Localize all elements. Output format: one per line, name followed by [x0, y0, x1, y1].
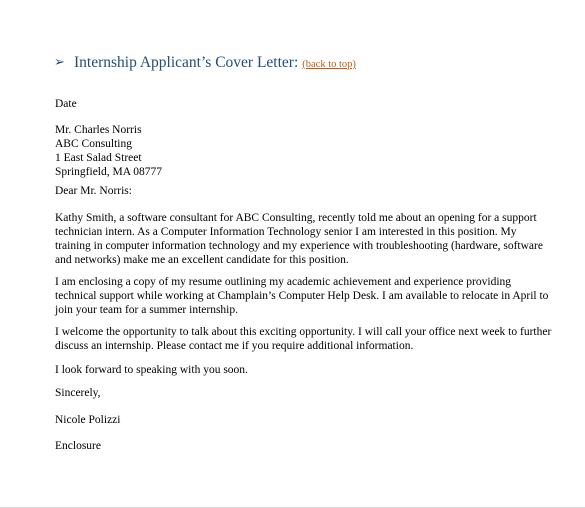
salutation-text: Dear Mr. Norris:: [55, 185, 132, 197]
paragraph-line: Kathy Smith, a software consultant for ABC Consulting, recently told me about an opening for a support: [55, 212, 537, 224]
paragraph-line: I welcome the opportunity to talk about this exciting opportunity. I will call your office next week to further: [55, 326, 552, 338]
enclosure: [55, 439, 101, 453]
recipient-city: Springfield, MA 08777: [55, 166, 163, 178]
closing-text: Sincerely,: [55, 387, 101, 399]
recipient-address: [55, 123, 162, 179]
paragraph-line: training in computer information technology and my experience with troubleshooting (hardware, software: [55, 240, 543, 252]
paragraph-line: join your team for a summer internship.: [55, 304, 239, 316]
paragraph-line: and networks) make me an excellent candidate for this position.: [55, 254, 349, 266]
signature-text: Nicole Polizzi: [55, 414, 121, 426]
paragraph-2: [55, 275, 548, 317]
arrow-right-icon: ➢: [54, 54, 65, 69]
recipient-name: Mr. Charles Norris: [55, 124, 142, 136]
recipient-company: ABC Consulting: [55, 138, 133, 150]
paragraph-1: [55, 211, 543, 267]
paragraph-line: discuss an internship. Please contact me if you require additional information.: [55, 340, 414, 352]
back-to-top-link[interactable]: (back to top): [302, 59, 356, 70]
paragraph-line: I look forward to speaking with you soon.: [55, 364, 248, 376]
date-text: Date: [55, 98, 77, 110]
paragraph-line: I am enclosing a copy of my resume outlining my academic achievement and experience providing: [55, 276, 512, 288]
enclosure-text: Enclosure: [55, 440, 101, 452]
paragraph-line: technical support while working at Champlain’s Computer Help Desk. I am available to relocate in April to: [55, 290, 549, 302]
salutation: [55, 184, 132, 198]
heading-title: Internship Applicant’s Cover Letter:: [74, 54, 299, 71]
recipient-street: 1 East Salad Street: [55, 152, 142, 164]
paragraph-4: [55, 363, 248, 377]
letter-date: [55, 97, 77, 111]
paragraph-line: technician intern. As a Computer Information Technology senior I am interested in this position. My: [55, 226, 517, 238]
signature-name: [55, 413, 120, 427]
paragraph-3: [55, 325, 551, 353]
closing: [55, 386, 101, 400]
section-heading: [54, 53, 356, 74]
